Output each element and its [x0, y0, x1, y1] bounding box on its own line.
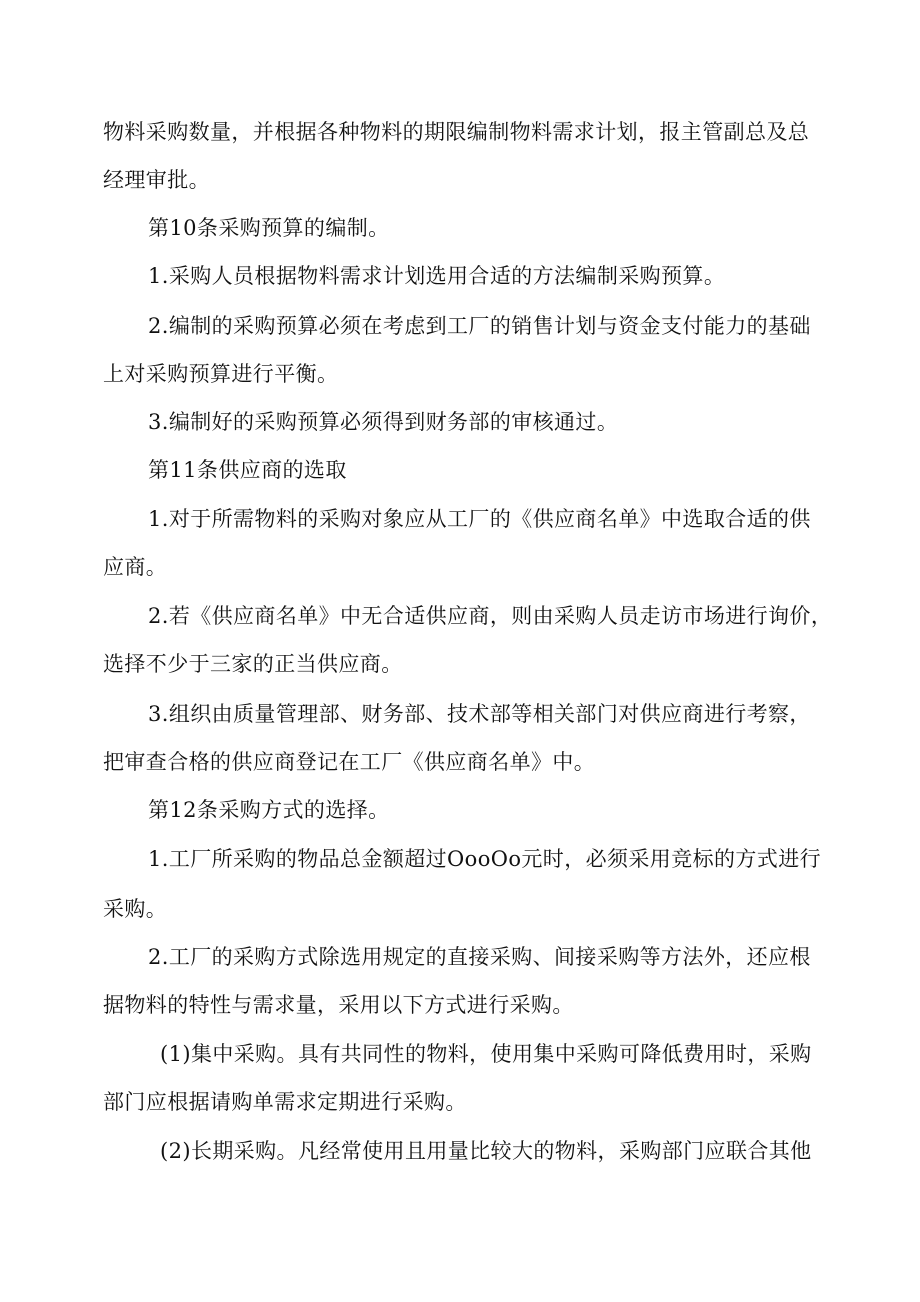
- section-heading-12: 第12条采购方式的选择。: [148, 798, 390, 822]
- section-heading-10: 第10条采购预算的编制。: [148, 216, 390, 240]
- text-line-11: 2.若《供应商名单》中无合适供应商，则由采购人员走访市场进行询价，: [148, 604, 833, 628]
- text-line-16: 1.工厂所采购的物品总金额超过OooOo元时，必须采用竞标的方式进行: [148, 847, 821, 871]
- text-line-6: 上对采购预算进行平衡。: [103, 362, 339, 386]
- text-line-4: 1.采购人员根据物料需求计划选用合适的方法编制采购预算。: [148, 264, 726, 288]
- text-line-9: 1.对于所需物料的采购对象应从工厂的《供应商名单》中选取合适的供: [148, 507, 811, 531]
- text-line-2: 经理审批。: [103, 168, 210, 192]
- text-line-21: 部门应根据请购单需求定期进行采购。: [103, 1090, 467, 1114]
- text-line-10: 应商。: [103, 555, 168, 579]
- text-line-1: 物料采购数量，并根据各种物料的期限编制物料需求计划，报主管副总及总: [103, 120, 810, 144]
- text-line-20: (1)集中采购。具有共同性的物料，使用集中采购可降低费用时，采购: [160, 1042, 812, 1066]
- text-line-14: 把审查合格的供应商登记在工厂《供应商名单》中。: [103, 750, 596, 774]
- text-line-5: 2.编制的采购预算必须在考虑到工厂的销售计划与资金支付能力的基础: [148, 314, 811, 338]
- text-line-19: 据物料的特性与需求量，采用以下方式进行采购。: [103, 993, 574, 1017]
- text-line-12: 选择不少于三家的正当供应商。: [103, 652, 403, 676]
- text-line-13: 3.组织由质量管理部、财务部、技术部等相关部门对供应商进行考察，: [148, 702, 811, 726]
- text-line-18: 2.工厂的采购方式除选用规定的直接采购、间接采购等方法外，还应根: [148, 945, 811, 969]
- text-line-22: (2)长期采购。凡经常使用且用量比较大的物料，采购部门应联合其他: [160, 1139, 812, 1163]
- text-line-7: 3.编制好的采购预算必须得到财务部的审核通过。: [148, 410, 619, 434]
- text-line-17: 采购。: [103, 897, 168, 921]
- section-heading-11: 第11条供应商的选取: [148, 458, 347, 482]
